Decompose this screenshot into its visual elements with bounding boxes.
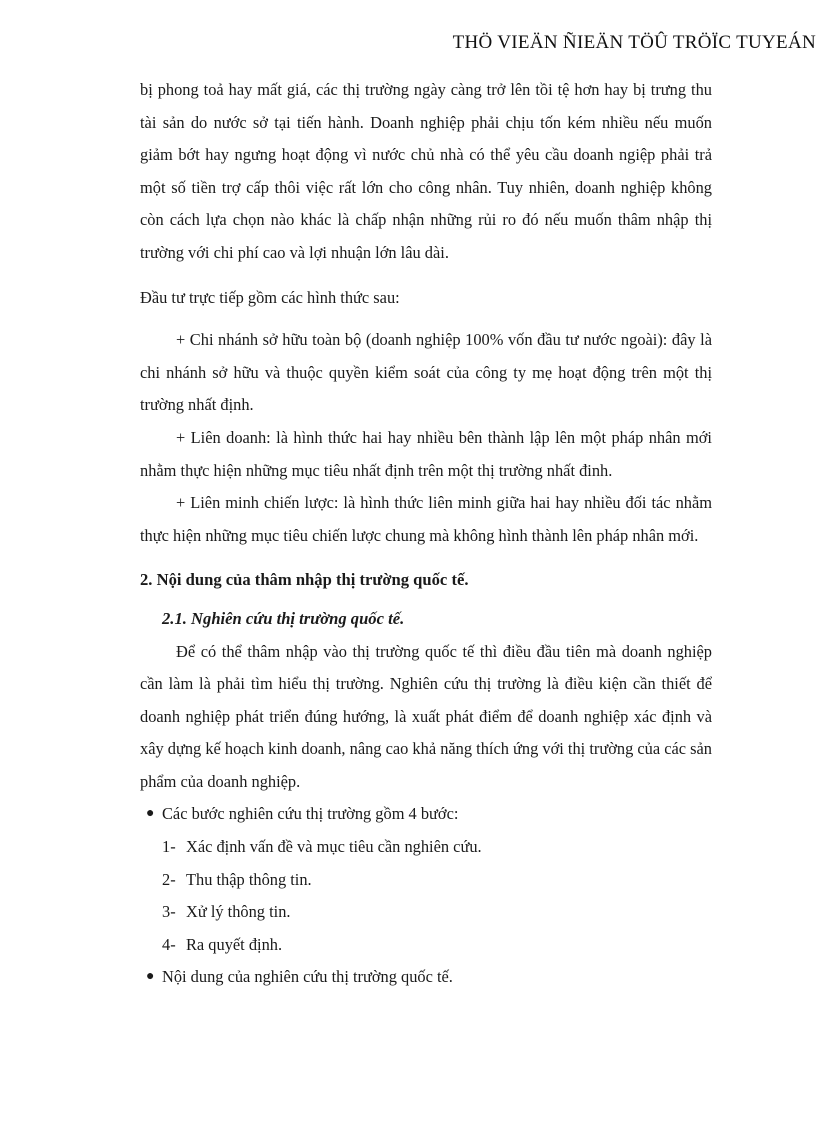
step-item: [140, 831, 712, 864]
bullet-item-content: [140, 961, 712, 994]
subsection-heading: 2.1. Nghiên cứu thị trường quốc tế.: [162, 608, 405, 628]
list-item-joint-venture: + Liên doanh: là hình thức hai hay nhiều bên thành lập lên một pháp nhân mới nhằm thực hiện những mục tiêu nhất định trên một thị trường nhất đinh.: [140, 427, 712, 480]
step-number: 3-: [162, 902, 176, 922]
bullet-item-steps: [140, 798, 712, 831]
paragraph-forms-intro: Đầu tư trực tiếp gồm các hình thức sau:: [140, 287, 400, 307]
paragraph-risk: bị phong toả hay mất giá, các thị trường ngày càng trở lên tồi tệ hơn hay bị trưng thu tài sản do nước sở tại tiến hành. Doanh nghiệp phải chịu tốn kém nhiều nếu muốn giảm bớt hay ngưng hoạt động vì nước chủ nhà có thể yêu cầu doanh ngiệp phải trả một số tiền trợ cấp thôi việc rất lớn cho công nhân. Tuy nhiên, doanh nghiệp không còn cách lựa chọn nào khác là chấp nhận những rủi ro đó nếu muốn thâm nhập thị trường với chi phí cao và lợi nhuận lớn lâu dài.: [140, 80, 712, 262]
document-body: [140, 74, 712, 994]
section-heading: 2. Nội dung của thâm nhập thị trường quốc tế.: [140, 570, 469, 590]
step-item: [140, 929, 712, 962]
step-text: Xác định vấn đề và mục tiêu cần nghiên cứu.: [186, 837, 482, 857]
bullet-text: Nội dung của nghiên cứu thị trường quốc tế.: [162, 967, 453, 987]
bullet-text: Các bước nghiên cứu thị trường gồm 4 bước:: [162, 804, 459, 824]
bullet-icon: ●: [146, 806, 155, 822]
list-item-branch: + Chi nhánh sở hữu toàn bộ (doanh nghiệp 100% vốn đầu tư nước ngoài): đây là chi nhánh sở hữu và thuộc quyền kiểm soát của công ty mẹ hoạt động trên một thị trường nhất định.: [140, 330, 712, 415]
bullet-icon: ●: [146, 969, 155, 985]
step-number: 2-: [162, 869, 176, 889]
step-text: Xử lý thông tin.: [186, 902, 291, 922]
paragraph-market-research: Để có thể thâm nhập vào thị trường quốc tế thì điều đầu tiên mà doanh nghiệp cần làm là phải tìm hiểu thị trường. Nghiên cứu thị trường là điều kiện cần thiết để doanh nghiệp phát triển đúng hướng, là xuất phát điểm để doanh nghiệp xác định và xây dựng kế hoạch kinh doanh, nâng cao khả năng thích ứng với thị trường của các sản phẩm của doanh nghiệp.: [140, 641, 712, 791]
step-text: Ra quyết định.: [186, 934, 283, 954]
list-item-strategic-alliance: + Liên minh chiến lược: là hình thức liên minh giữa hai hay nhiều đối tác nhằm thực hiện những mục tiêu chiến lược chung mà không hình thành lên pháp nhân mới.: [140, 493, 712, 545]
step-number: 1-: [162, 837, 176, 857]
step-item: [140, 864, 712, 897]
step-text: Thu thập thông tin.: [186, 869, 312, 889]
step-number: 4-: [162, 934, 176, 954]
step-item: [140, 896, 712, 929]
page-header: THÖ VIEÄN ÑIEÄN TÖÛ TRÖÏC TUYEÁN: [452, 32, 816, 53]
